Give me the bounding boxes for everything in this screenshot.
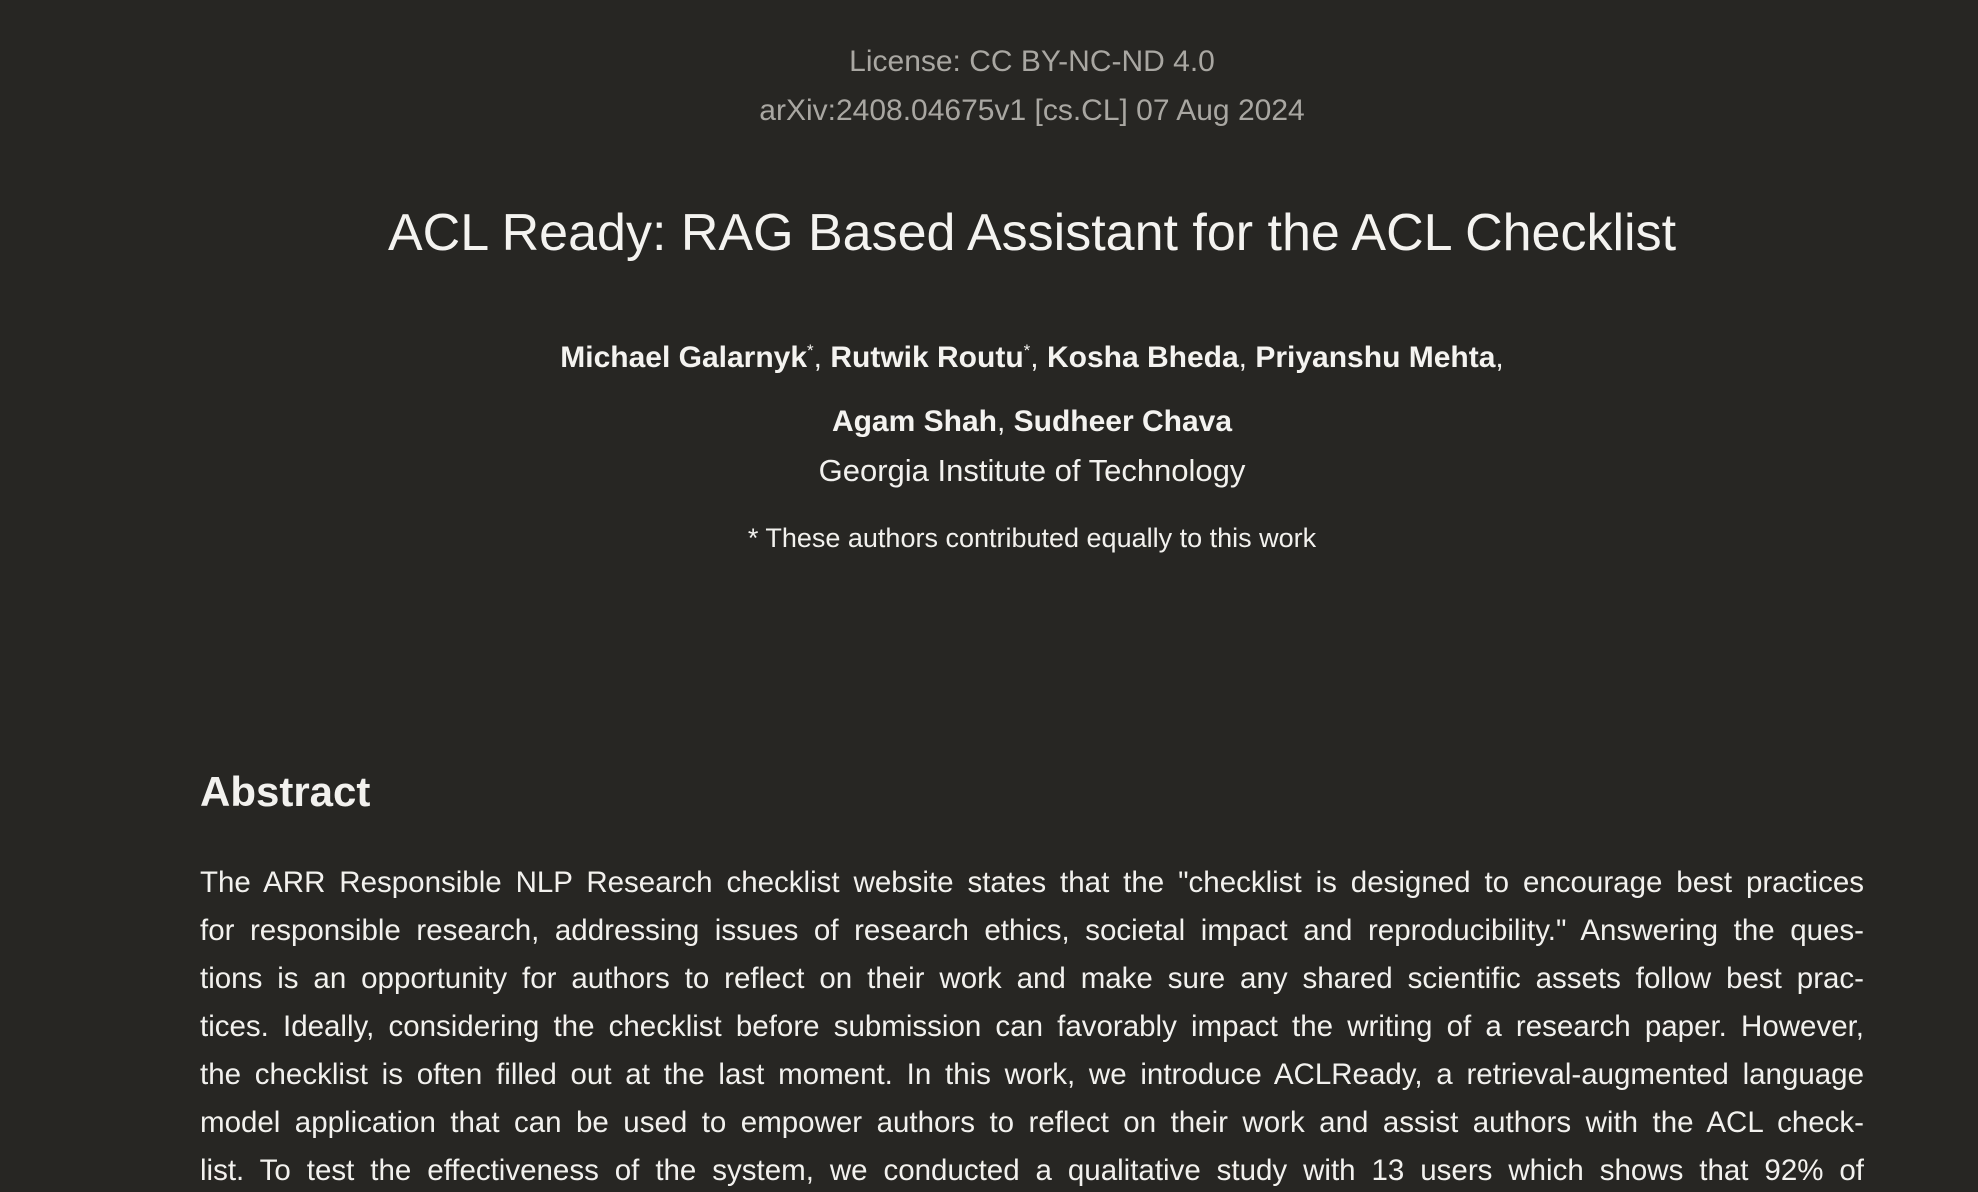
author-name: Michael Galarnyk (560, 341, 808, 374)
equal-contribution-mark: * (807, 341, 814, 360)
authors-line: Agam Shah, Sudheer Chava (831, 405, 1233, 438)
author-name: Sudheer Chava (1013, 405, 1233, 438)
paper-title: ACL Ready: RAG Based Assistant for the ACL Checklist (387, 204, 1677, 262)
abstract-line: for responsible research, addressing issues of research ethics, societal impact and reproducibility." Answering the ques- (200, 914, 1864, 947)
affiliation: Georgia Institute of Technology (818, 453, 1246, 488)
abstract-line: model application that can be used to empower authors to reflect on their work and assist authors with the ACL check- (200, 1106, 1864, 1139)
author-name: Rutwik Routu (830, 341, 1024, 374)
authors-line: Michael Galarnyk*, Rutwik Routu*, Kosha Bheda, Priyanshu Mehta, (560, 341, 1504, 374)
abstract-heading: Abstract (200, 768, 371, 815)
author-name: Priyanshu Mehta (1255, 341, 1496, 374)
equal-contribution-mark: * (1023, 341, 1031, 360)
abstract-line: list. To test the effectiveness of the system, we conducted a qualitative study with 13 users which shows that 92% of (200, 1154, 1864, 1187)
abstract-line: the checklist is often filled out at the last moment. In this work, we introduce ACLReady, a retrieval-augmented language (200, 1058, 1864, 1091)
abstract-line: The ARR Responsible NLP Research checklist website states that the "checklist is designed to encourage best practices (200, 866, 1864, 899)
equal-contribution-note: * These authors contributed equally to this work (747, 523, 1317, 553)
author-name: Kosha Bheda (1046, 341, 1239, 374)
abstract-line: tices. Ideally, considering the checklist before submission can favorably impact the writing of a research paper. However, (200, 1010, 1864, 1043)
abstract-line: tions is an opportunity for authors to reflect on their work and make sure any shared scientific assets follow best prac- (200, 962, 1864, 995)
author-name: Agam Shah (831, 405, 997, 438)
abstract-body (200, 859, 1864, 1192)
license-text: License: CC BY-NC-ND 4.0 (849, 45, 1215, 78)
arxiv-identifier: arXiv:2408.04675v1 [cs.CL] 07 Aug 2024 (759, 94, 1305, 127)
